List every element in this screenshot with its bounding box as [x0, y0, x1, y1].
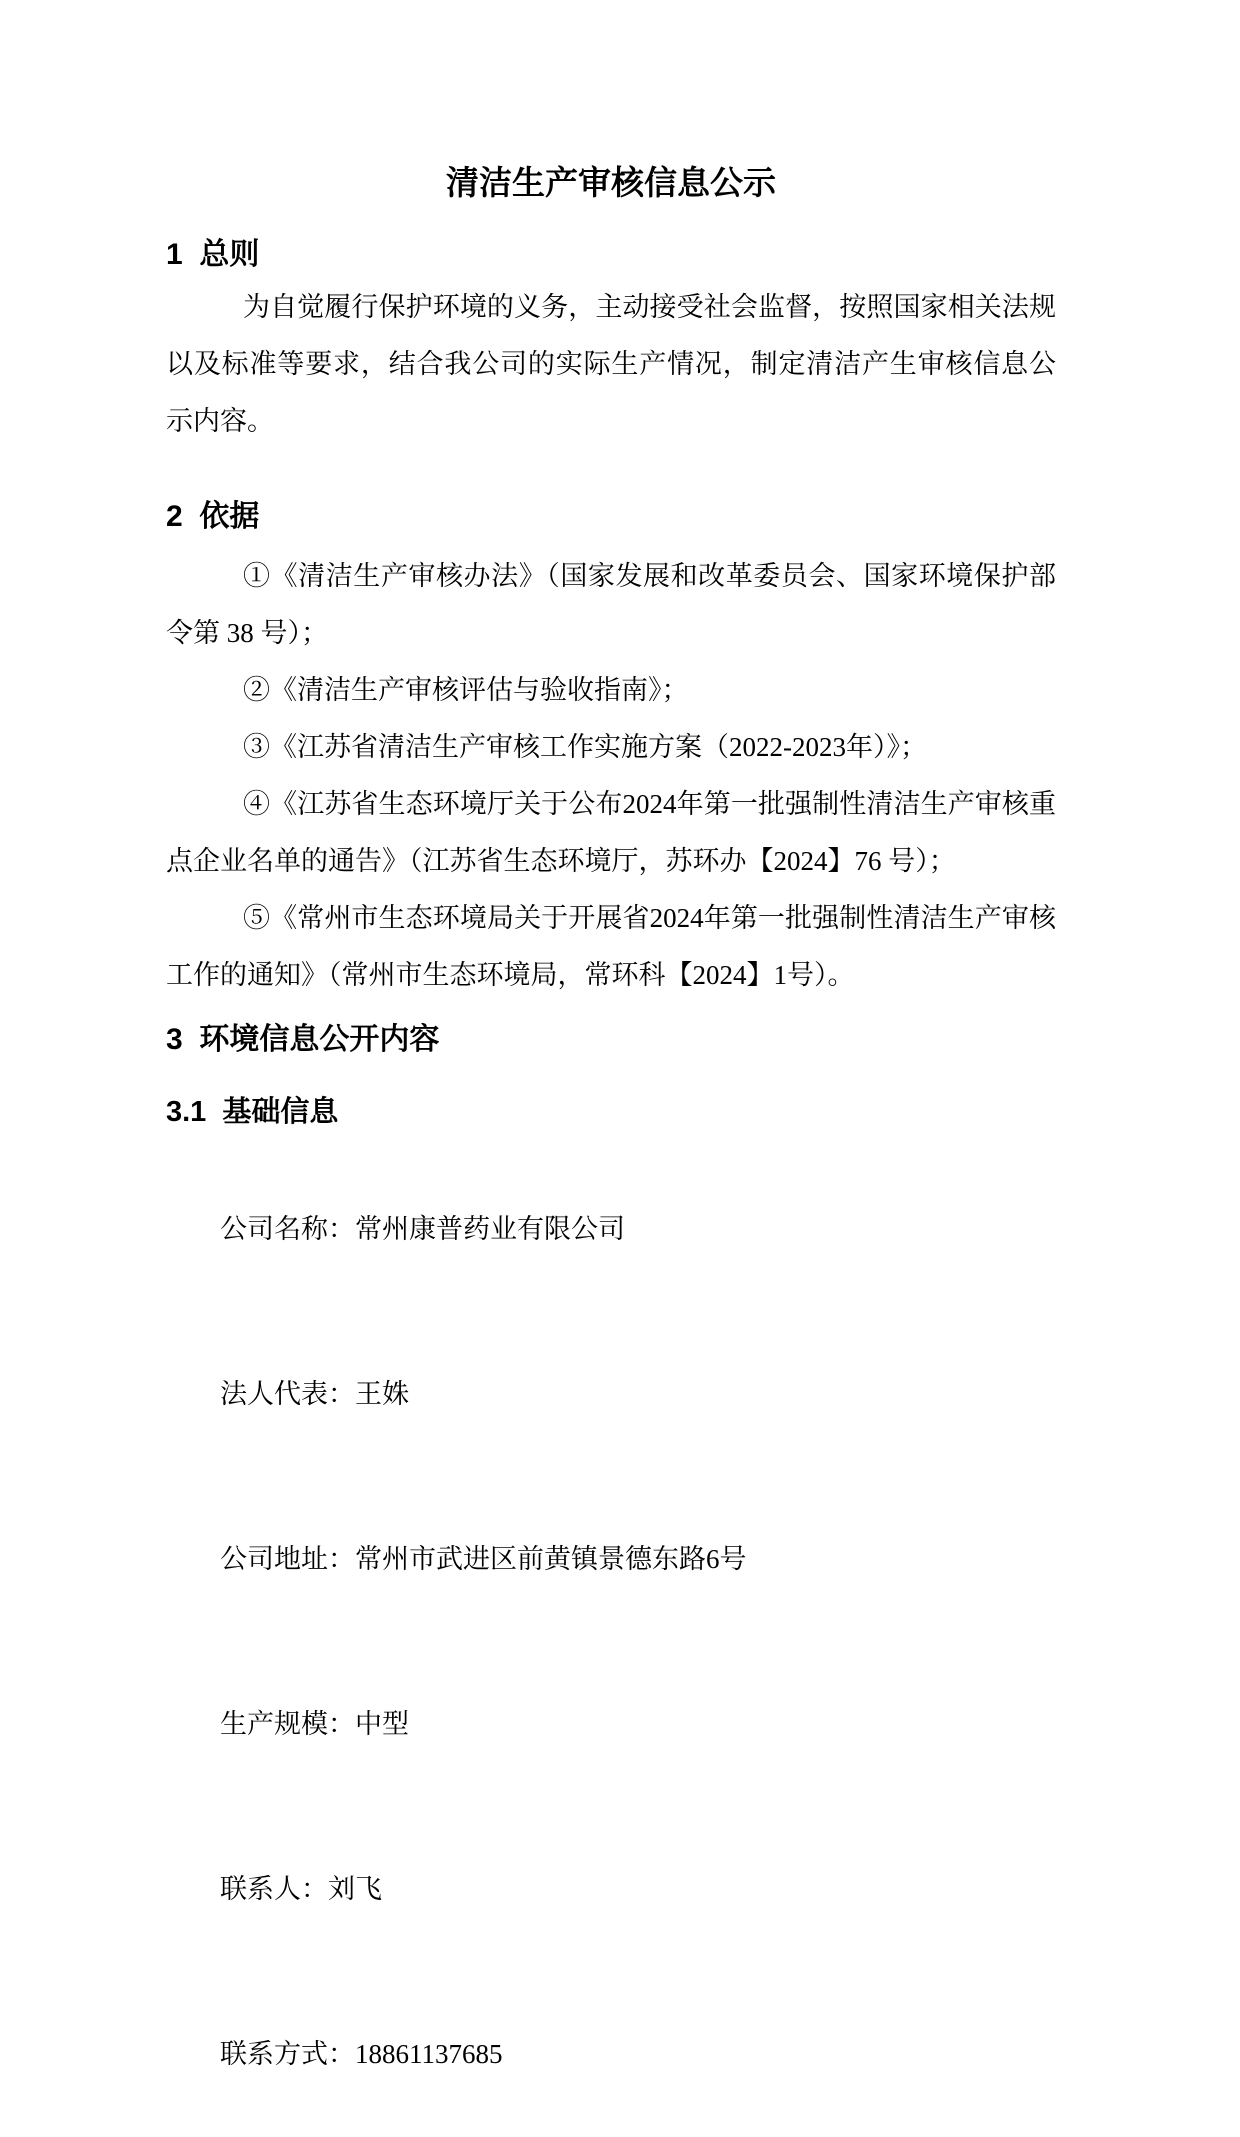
section-heading-disclosure: 3 环境信息公开内容	[166, 1023, 440, 1056]
subsection-heading-basic-info: 3.1 基础信息	[166, 1096, 339, 1128]
reference-item-3: ③《江苏省清洁生产审核工作实施方案（2022-2023年）》；	[243, 732, 927, 762]
info-field-label: 公司地址：	[220, 1544, 355, 1574]
info-field-value: 王姝	[355, 1379, 409, 1409]
info-field-value: 常州市武进区前黄镇景德东路6号	[355, 1544, 747, 1574]
document-title: 清洁生产审核信息公示	[446, 164, 776, 201]
reference-list	[166, 548, 1056, 1004]
basic-info-list	[166, 1147, 1056, 2137]
section-heading-basis: 2 依据	[166, 500, 260, 533]
info-field-value: 18861137685	[355, 2039, 503, 2069]
info-field-legal-representative	[166, 1312, 1056, 1477]
info-field-label: 法人代表：	[220, 1379, 355, 1409]
info-field-value: 中型	[355, 1709, 409, 1739]
info-field-label: 联系人：	[220, 1874, 328, 1904]
document-content	[166, 0, 1056, 2137]
info-field-contact-person	[166, 1807, 1056, 1972]
reference-item-1: ①《清洁生产审核办法》（国家发展和改革委员会、国家环境保护部令第 38 号）；	[166, 561, 1056, 648]
paragraph-general: 为自觉履行保护环境的义务，主动接受社会监督，按照国家相关法规以及标准等要求，结合我公司的实际生产情况，制定清洁产生审核信息公示内容。	[166, 292, 1056, 436]
info-field-value: 常州康普药业有限公司	[355, 1214, 625, 1244]
reference-item-2: ②《清洁生产审核评估与验收指南》；	[243, 675, 689, 705]
info-field-company-name	[166, 1147, 1056, 1312]
reference-item-4: ④《江苏省生态环境厅关于公布2024年第一批强制性清洁生产审核重点企业名单的通告》（江苏省生态环境厅，苏环办【2024】76 号）；	[166, 789, 1056, 876]
info-field-label: 生产规模：	[220, 1709, 355, 1739]
info-field-company-address	[166, 1477, 1056, 1642]
info-field-label: 联系方式：	[220, 2039, 355, 2069]
info-field-production-scale	[166, 1642, 1056, 1807]
info-field-value: 刘飞	[328, 1874, 382, 1904]
info-field-label: 公司名称：	[220, 1214, 355, 1244]
info-field-contact-phone	[166, 1972, 1056, 2137]
reference-item-5: ⑤《常州市生态环境局关于开展省2024年第一批强制性清洁生产审核工作的通知》（常州市生态环境局，常环科【2024】1号）。	[166, 903, 1056, 990]
section-heading-general: 1 总则	[166, 238, 260, 271]
